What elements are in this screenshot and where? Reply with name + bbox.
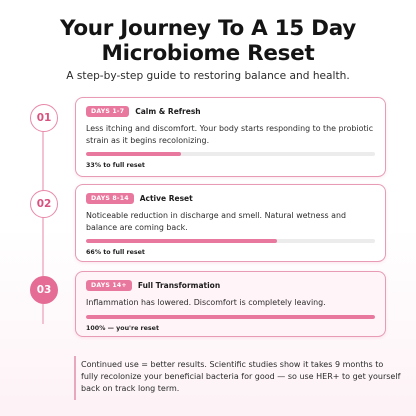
progress-bar xyxy=(86,239,375,243)
title-line-1: Your Journey To A 15 Day xyxy=(60,16,356,41)
progress-caption: 33% to full reset xyxy=(86,162,145,169)
card-title: Full Transformation xyxy=(137,281,221,290)
page-subtitle: A step-by-step guide to restoring balance and health. xyxy=(66,70,350,82)
card-description: Noticeable reduction in discharge and smell. Natural wetness and balance are coming back. xyxy=(86,211,347,232)
days-badge: DAYS 14+ xyxy=(86,280,132,291)
card-description: Less itching and discomfort. Your body starts responding to the probiotic strain as it begins recolonizing. xyxy=(86,124,374,145)
progress-caption: 66% to full reset xyxy=(86,249,145,256)
progress-fill xyxy=(86,152,181,156)
progress-bar xyxy=(86,152,375,156)
step-card-1 xyxy=(75,97,386,177)
step-card-2 xyxy=(75,184,386,262)
progress-caption: 100% — you're reset xyxy=(86,324,159,332)
card-title: Calm & Refresh xyxy=(135,107,201,116)
days-badge: DAYS 1-7 xyxy=(86,106,129,117)
days-badge: DAYS 8-14 xyxy=(86,193,134,204)
progress-bar xyxy=(86,315,375,319)
step-number-1: 01 xyxy=(30,104,58,132)
footer-accent-rule xyxy=(74,356,76,400)
footer-note: Continued use = better results. Scientific studies show it takes 9 months to fully recolonize your beneficial bacteria for good — so use HER+ to get yourself back on track long term. xyxy=(81,360,401,393)
step-card-3 xyxy=(75,271,386,337)
card-header xyxy=(86,280,375,291)
card-description: Inflammation has lowered. Discomfort is completely leaving. xyxy=(86,298,326,307)
progress-fill xyxy=(86,315,375,319)
title-line-2: Microbiome Reset xyxy=(101,41,315,66)
card-header xyxy=(86,106,375,117)
card-header xyxy=(86,193,375,204)
step-number-3: 03 xyxy=(30,276,58,304)
step-number-2: 02 xyxy=(30,190,58,218)
progress-fill xyxy=(86,239,277,243)
card-title: Active Reset xyxy=(139,194,193,203)
page-title xyxy=(0,16,416,66)
